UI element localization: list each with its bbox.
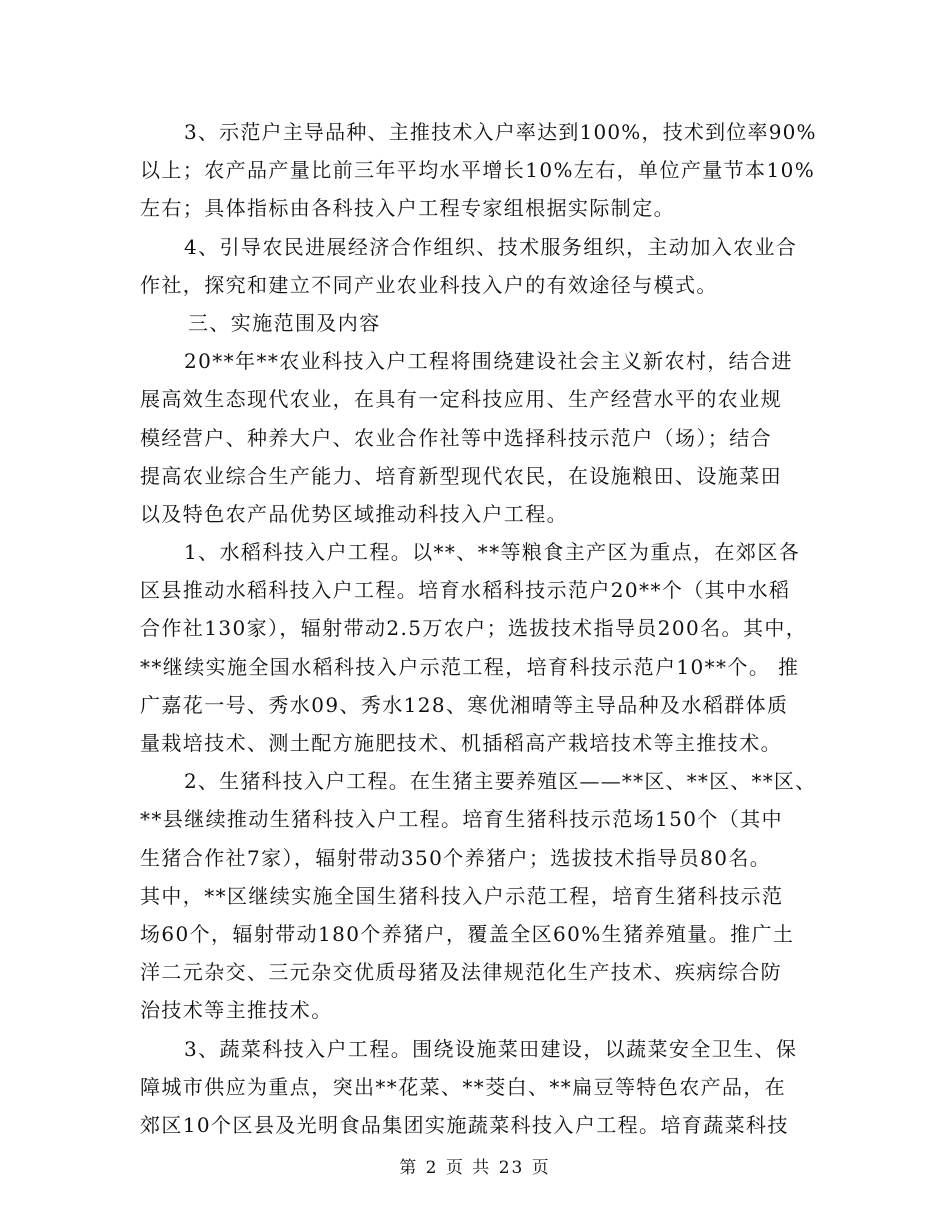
- paragraph-line: 4、引导农民进展经济合作组织、技术服务组织，主动加入农业合: [184, 234, 798, 259]
- paragraph-line: 以及特色农产品优势区域推动科技入户工程。: [140, 501, 568, 526]
- body-text: [140, 113, 820, 1144]
- paragraph-line: 1、水稻科技入户工程。以**、**等粮食主产区为重点，在郊区各: [184, 540, 801, 565]
- paragraph-line: 模经营户、种养大户、农业合作社等中选择科技示范户（场）；结合: [140, 425, 772, 450]
- paragraph-line: 场60个，辐射带动180个养猪户，覆盖全区60%生猪养殖量。推广土: [140, 921, 795, 946]
- paragraph-line: 合作社130家），辐射带动2.5万农户；选拔技术指导员200名。其中，: [140, 616, 808, 641]
- paragraph-line: 治技术等主推技术。: [140, 998, 333, 1023]
- paragraph-line: 3、示范户主导品种、主推技术入户率达到100%，技术到位率90%: [184, 120, 817, 144]
- paragraph-line: 左右；具体指标由各科技入户工程专家组根据实际制定。: [140, 196, 675, 221]
- paragraph-line: 以上；农产品产量比前三年平均水平增长10%左右，单位产量节本10%: [140, 158, 816, 183]
- paragraph-line: 生猪合作社7家），辐射带动350个养猪户；选拔技术指导员80名。: [140, 845, 772, 870]
- paragraph-line: 郊区10个区县及光明食品集团实施蔬菜科技入户工程。培育蔬菜科技: [140, 1112, 789, 1137]
- paragraph-line: **县继续推动生猪科技入户工程。培育生猪科技示范场150个（其中: [140, 807, 783, 832]
- paragraph-line: 量栽培技术、测土配方施肥技术、机插稻高产栽培技术等主推技术。: [140, 731, 782, 755]
- paragraph-line: 洋二元杂交、三元杂交优质母猪及法律规范化生产技术、疾病综合防: [140, 960, 782, 985]
- paragraph-line: 展高效生态现代农业，在具有一定科技应用、生产经营水平的农业规: [140, 387, 782, 412]
- paragraph-line: 广嘉花一号、秀水09、秀水128、寒优湘晴等主导品种及水稻群体质: [140, 692, 789, 717]
- paragraph-line: 区县推动水稻科技入户工程。培育水稻科技示范户20**个（其中水稻: [140, 578, 791, 603]
- page-number-label: 第 2 页 共 23 页: [399, 1158, 551, 1178]
- paragraph-line: **继续实施全国水稻科技入户示范工程，培育科技示范户10**个。 推: [140, 654, 800, 679]
- paragraph-line: 20**年**农业科技入户工程将围绕建设社会主义新农村，结合进: [184, 349, 793, 374]
- paragraph-line: 提高农业综合生产能力、培育新型现代农民，在设施粮田、设施菜田: [140, 463, 782, 488]
- paragraph-line: 其中，**区继续实施全国生猪科技入户示范工程，培育生猪科技示范: [140, 883, 784, 908]
- section-heading: 三、实施范围及内容: [188, 310, 381, 335]
- paragraph-line: 障城市供应为重点，突出**花菜、**茭白、**扁豆等特色农产品，在: [140, 1074, 787, 1099]
- paragraph-line: 3、蔬菜科技入户工程。围绕设施菜田建设，以蔬菜安全卫生、保: [184, 1036, 798, 1061]
- paragraph-line: 2、生猪科技入户工程。在生猪主要养殖区——**区、**区、**区、: [184, 769, 817, 794]
- paragraph-line: 作社，探究和建立不同产业农业科技入户的有效途径与模式。: [140, 272, 718, 297]
- page-footer: [0, 1153, 950, 1178]
